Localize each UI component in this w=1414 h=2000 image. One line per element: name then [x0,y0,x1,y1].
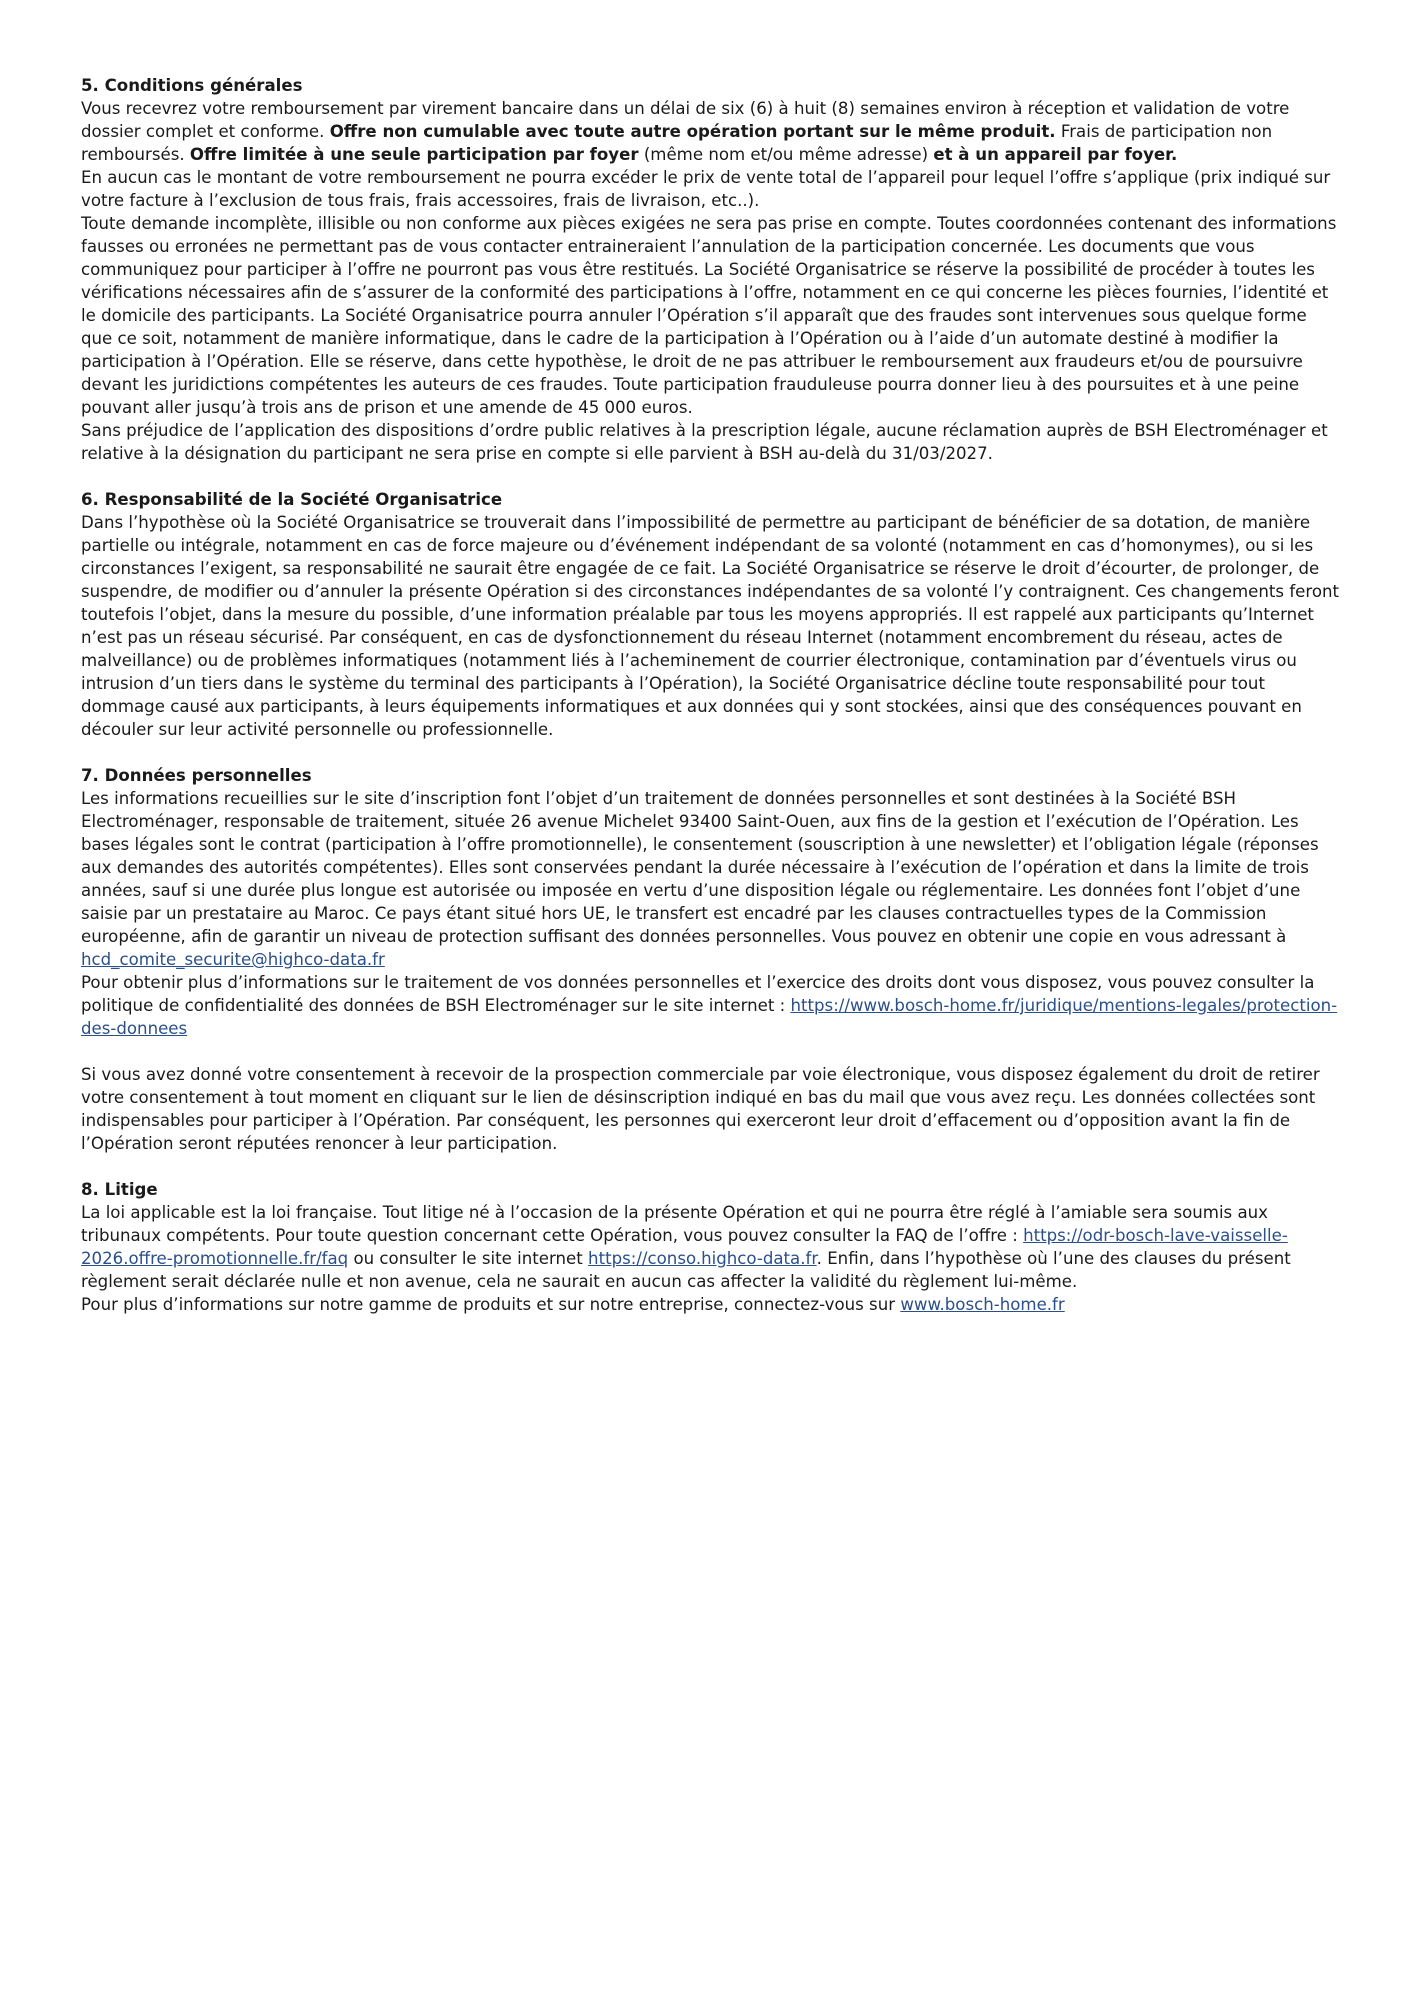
text: Pour plus d’informations sur notre gamme de produits et sur notre entreprise, connectez-vous sur [81,1295,901,1314]
section-litige [81,1178,1339,1316]
paragraph [81,97,1339,166]
text: La loi applicable est la loi française. Tout litige né à l’occasion de la présente Opération et qui ne pourra être réglé à l’amiable sera soumis aux tribunaux compétents. Pour toute question concernant cette Opération, vous pouvez consulter la FAQ de l’offre : [81,1203,1268,1245]
section-conditions-generales [81,74,1339,465]
paragraph: Si vous avez donné votre consentement à recevoir de la prospection commerciale par voie électronique, vous disposez également du droit de retirer votre consentement à tout moment en cliquant sur le lien de désinscription indiqué en bas du mail que vous avez reçu. Les données collectées sont indispensables pour participer à l’Opération. Par conséquent, les personnes qui exerceront leur droit d’effacement ou d’opposition avant la fin de l’Opération seront réputées renoncer à leur participation. [81,1065,1320,1153]
text: Vous recevrez votre remboursement par virement bancaire dans un délai de six (6) à huit (8) semaines environ à réception et validation de votre dossier complet et conforme. [81,99,1290,141]
email-link[interactable]: hcd_comite_securite@highco-data.fr [81,950,385,969]
section-heading: 8. Litige [81,1180,158,1199]
paragraph: Dans l’hypothèse où la Société Organisatrice se trouverait dans l’impossibilité de permettre au participant de bénéficier de sa dotation, de manière partielle ou intégrale, notamment en cas de force majeure ou d’événement indépendant de sa volonté (notamment en cas d’homonymes), ou si les circonstances l’exigent, sa responsabilité ne saurait être engagée de ce fait. La Société Organisatrice se réserve le droit d’écourter, de prolonger, de suspendre, de modifier ou d’annuler la présente Opération si des circonstances indépendantes de sa volonté l’y contraignent. Ces changements feront toutefois l’objet, dans la mesure du possible, d’une information préalable par tous les moyens appropriés. Il est rappelé aux participants qu’Internet n’est pas un réseau sécurisé. Par conséquent, en cas de dysfonctionnement du réseau Internet (notamment encombrement du réseau, actes de malveillance) ou de problèmes informatiques (notamment liés à l’acheminement de courrier électronique, contamination par d’éventuels virus ou intrusion d’un tiers dans le système du terminal des participants à l’Opération), la Société Organisatrice décline toute responsabilité pour tout dommage causé aux participants, à leurs équipements informatiques et aux données qui y sont stockées, ainsi que des conséquences pouvant en découler sur leur activité personnelle ou professionnelle. [81,513,1339,739]
bold-text: Offre limitée à une seule participation par foyer [189,145,639,164]
conso-link[interactable]: https://conso.highco-data.fr [588,1249,817,1268]
faq-link[interactable]: https://odr-bosch-lave-vaisselle-2026.offre-promotionnelle.fr/faq [81,1226,1288,1268]
section-heading: 7. Données personnelles [81,766,312,785]
document-page [81,74,1339,1339]
text: Pour obtenir plus d’informations sur le traitement de vos données personnelles et l’exercice des droits dont vous disposez, vous pouvez consulter la politique de confidentialité des données de BSH Electroménager sur le site internet : [81,973,1315,1015]
paragraph: Toute demande incomplète, illisible ou non conforme aux pièces exigées ne sera pas prise en compte. Toutes coordonnées contenant des informations fausses ou erronées ne permettant pas de vous contacter entraineraient l’annulation de la participation concernée. Les documents que vous communiquez pour participer à l’offre ne pourront pas vous être restitués. La Société Organisatrice se réserve la possibilité de procéder à toutes les vérifications nécessaires afin de s’assurer de la conformité des participations à l’offre, notamment en ce qui concerne les pièces fournies, l’identité et le domicile des participants. La Société Organisatrice pourra annuler l’Opération s’il apparaît que des fraudes sont intervenues sous quelque forme que ce soit, notamment de manière informatique, dans le cadre de la participation à l’Opération ou à l’aide d’un automate destiné à modifier la participation à l’Opération. Elle se réserve, dans cette hypothèse, le droit de ne pas attribuer le remboursement aux fraudeurs et/ou de poursuivre devant les juridictions compétentes les auteurs de ces fraudes. Toute participation frauduleuse pourra donner lieu à des poursuites et à une peine pouvant aller jusqu’à trois ans de prison et une amende de 45 000 euros. [81,214,1337,417]
bosch-home-link[interactable]: www.bosch-home.fr [900,1295,1065,1314]
text: (même nom et/ou même adresse) [638,145,934,164]
section-heading: 5. Conditions générales [81,76,303,95]
text: ou consulter le site internet [348,1249,589,1268]
paragraph: Sans préjudice de l’application des dispositions d’ordre public relatives à la prescription légale, aucune réclamation auprès de BSH Electroménager et relative à la désignation du participant ne sera prise en compte si elle parvient à BSH au-delà du 31/03/2027. [81,421,1328,463]
section-responsabilite [81,488,1339,741]
section-heading: 6. Responsabilité de la Société Organisatrice [81,490,503,509]
section-donnees-personnelles [81,764,1339,1155]
text: Frais de participation non remboursés. [81,122,1273,164]
paragraph [81,1201,1339,1293]
paragraph: En aucun cas le montant de votre remboursement ne pourra excéder le prix de vente total de l’appareil pour lequel l’offre s’applique (prix indiqué sur votre facture à l’exclusion de tous frais, frais accessoires, frais de livraison, etc..). [81,168,1331,210]
paragraph [81,1293,1339,1316]
bold-text: Offre non cumulable avec toute autre opération portant sur le même produit. [329,122,1056,141]
spacer [81,1040,1339,1063]
paragraph [81,971,1339,1040]
privacy-policy-link[interactable]: https://www.bosch-home.fr/juridique/mentions-legales/protection-des-donnees [81,996,1338,1038]
bold-text: et à un appareil par foyer. [933,145,1178,164]
paragraph [81,787,1339,971]
text: Les informations recueillies sur le site d’inscription font l’objet d’un traitement de données personnelles et sont destinées à la Société BSH Electroménager, responsable de traitement, située 26 avenue Michelet 93400 Saint-Ouen, aux fins de la gestion et l’exécution de l’Opération. Les bases légales sont le contrat (participation à l’offre promotionnelle), le consentement (souscription à une newsletter) et l’obligation légale (réponses aux demandes des autorités compétentes). Elles sont conservées pendant la durée nécessaire à l’exécution de l’opération et dans la limite de trois années, sauf si une durée plus longue est autorisée ou imposée en vertu d’une disposition légale ou réglementaire. Les données font l’objet d’une saisie par un prestataire au Maroc. Ce pays étant situé hors UE, le transfert est encadré par les clauses contractuelles types de la Commission européenne, afin de garantir un niveau de protection suffisant des données personnelles. Vous pouvez en obtenir une copie en vous adressant à [81,789,1319,946]
text: . Enfin, dans l’hypothèse où l’une des clauses du présent règlement serait déclarée nulle et non avenue, cela ne saurait en aucun cas affecter la validité du règlement lui-même. [81,1249,1291,1291]
